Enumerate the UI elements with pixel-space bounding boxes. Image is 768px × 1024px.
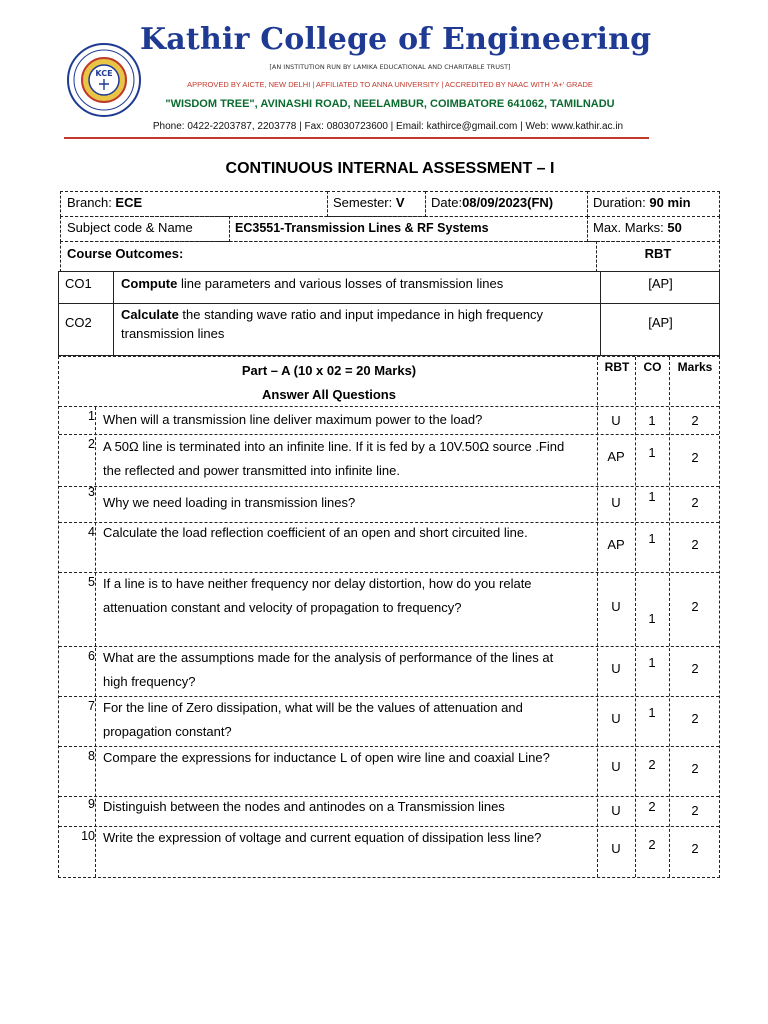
part-a-title: Part – A (10 x 02 = 20 Marks) [241, 363, 417, 378]
question-row [59, 747, 719, 797]
col-marks: Marks [677, 360, 713, 374]
co2-text: the standing wave ratio and input impedance in high frequency transmission lines [121, 307, 544, 341]
question-rbt: U [611, 413, 621, 428]
question-co: 1 [648, 531, 656, 546]
logo-text: KCE [95, 69, 113, 78]
question-marks: 2 [691, 661, 699, 676]
co1-code: CO1 [65, 276, 92, 291]
question-text: Compare the expressions for inductance L of open wire line and coaxial Line? [103, 750, 550, 765]
college-logo [66, 42, 142, 118]
co1-verb: Compute [121, 276, 178, 291]
course-outcomes-label: Course Outcomes: [67, 246, 184, 261]
exam-title: CONTINUOUS INTERNAL ASSESSMENT – I [225, 160, 555, 177]
question-co: 2 [648, 837, 656, 852]
question-marks: 2 [691, 450, 699, 465]
question-text: Write the expression of voltage and current equation of dissipation less line? [103, 830, 542, 845]
max-marks-value: 50 [667, 220, 682, 235]
co2-row [58, 303, 720, 356]
duration-cell [587, 191, 720, 217]
question-row [59, 797, 719, 827]
question-number: 1 [88, 409, 95, 423]
date-value: 08/09/2023(FN) [462, 195, 554, 210]
question-rbt: U [611, 495, 621, 510]
question-number: 8 [88, 749, 95, 763]
question-row [59, 697, 719, 747]
question-row [59, 523, 719, 573]
max-marks-label: Max. Marks: [593, 220, 668, 235]
question-row [59, 827, 719, 877]
co2-code: CO2 [65, 315, 92, 330]
question-co: 1 [648, 445, 656, 460]
semester-value: V [395, 195, 405, 210]
question-text: A 50Ω line is terminated into an infinite line. If it is fed by a 10V.50Ω source .Find the reflected and power transmitted into infinite line. [103, 439, 565, 478]
question-rbt: AP [607, 537, 625, 552]
trust-line: [AN INSTITUTION RUN BY LAMIKA EDUCATIONAL AND CHARITABLE TRUST] [269, 63, 511, 71]
question-number: 7 [88, 699, 95, 713]
duration-label: Duration: [593, 195, 650, 210]
duration-value: 90 min [649, 195, 691, 210]
semester-cell [327, 191, 426, 217]
co1-row [58, 271, 720, 304]
question-co: 1 [648, 655, 656, 670]
part-a-header [59, 357, 719, 407]
question-row [59, 487, 719, 523]
co2-verb: Calculate [121, 307, 179, 322]
subject-label-cell [60, 216, 230, 242]
question-co: 1 [648, 489, 656, 504]
col-rbt: RBT [604, 360, 630, 374]
question-marks: 2 [691, 711, 699, 726]
date-cell [425, 191, 588, 217]
subject-label: Subject code & Name [67, 220, 193, 235]
co1-text: line parameters and various losses of transmission lines [177, 276, 504, 291]
question-row [59, 573, 719, 647]
question-rbt: U [611, 759, 621, 774]
question-text: Calculate the load reflection coefficient of an open and short circuited line. [103, 525, 528, 540]
question-co: 1 [648, 705, 656, 720]
question-marks: 2 [691, 413, 699, 428]
question-row [59, 435, 719, 487]
question-rbt: U [611, 803, 621, 818]
question-number: 5 [88, 575, 95, 589]
course-outcomes-header [60, 241, 597, 272]
question-number: 3 [88, 485, 95, 499]
question-row [59, 407, 719, 435]
question-marks: 2 [691, 537, 699, 552]
branch-label: Branch: [67, 195, 116, 210]
header-divider [64, 137, 649, 139]
college-name: Kathir College of Engineering [140, 22, 652, 57]
question-co: 2 [648, 757, 656, 772]
question-co: 1 [648, 611, 656, 626]
question-text: What are the assumptions made for the analysis of performance of the lines at high frequency? [103, 650, 554, 689]
approval-line: APPROVED BY AICTE, NEW DELHI | AFFILIATED TO ANNA UNIVERSITY | ACCREDITED BY NAAC WITH 'A+' GRADE [187, 80, 593, 89]
question-text: If a line is to have neither frequency nor delay distortion, how do you relate attenuation constant and velocity of propagation to frequency? [103, 576, 532, 615]
date-label: Date: [431, 195, 463, 210]
question-marks: 2 [691, 495, 699, 510]
question-marks: 2 [691, 599, 699, 614]
part-a-table [58, 356, 720, 878]
rbt-header-label: RBT [644, 246, 672, 261]
co1-description [121, 276, 591, 291]
co2-description [121, 305, 591, 343]
max-marks-cell [587, 216, 720, 242]
question-number: 2 [88, 437, 95, 451]
co2-rbt: [AP] [648, 315, 673, 330]
rbt-header-cell [596, 241, 720, 272]
branch-cell [60, 191, 328, 217]
question-marks: 2 [691, 841, 699, 856]
question-number: 4 [88, 525, 95, 539]
col-co: CO [643, 360, 662, 374]
question-row [59, 647, 719, 697]
question-number: 9 [88, 797, 95, 811]
question-number: 10 [81, 829, 95, 843]
question-rbt: AP [607, 449, 625, 464]
question-text: For the line of Zero dissipation, what will be the values of attenuation and propagation constant? [103, 700, 523, 739]
question-text: When will a transmission line deliver maximum power to the load? [103, 412, 483, 427]
college-address: "WISDOM TREE", AVINASHI ROAD, NEELAMBUR, COIMBATORE 641062, TAMILNADU [165, 98, 615, 110]
part-a-instruction: Answer All Questions [262, 387, 396, 402]
branch-value: ECE [115, 195, 143, 210]
question-number: 6 [88, 649, 95, 663]
question-text: Why we need loading in transmission lines? [103, 495, 356, 510]
question-rbt: U [611, 841, 621, 856]
question-rbt: U [611, 599, 621, 614]
question-text: Distinguish between the nodes and antinodes on a Transmission lines [103, 799, 505, 814]
semester-label: Semester: [333, 195, 396, 210]
subject-value: EC3551-Transmission Lines & RF Systems [235, 221, 489, 235]
part-a-title-block [59, 359, 599, 407]
question-rbt: U [611, 711, 621, 726]
question-marks: 2 [691, 803, 699, 818]
question-rbt: U [611, 661, 621, 676]
subject-value-cell [229, 216, 588, 242]
co1-rbt: [AP] [648, 276, 673, 291]
contact-line: Phone: 0422-2203787, 2203778 | Fax: 08030723600 | Email: kathirce@gmail.com | Web: www.kathir.ac.in [152, 121, 624, 132]
question-co: 1 [648, 413, 656, 428]
question-marks: 2 [691, 761, 699, 776]
question-co: 2 [648, 799, 656, 814]
